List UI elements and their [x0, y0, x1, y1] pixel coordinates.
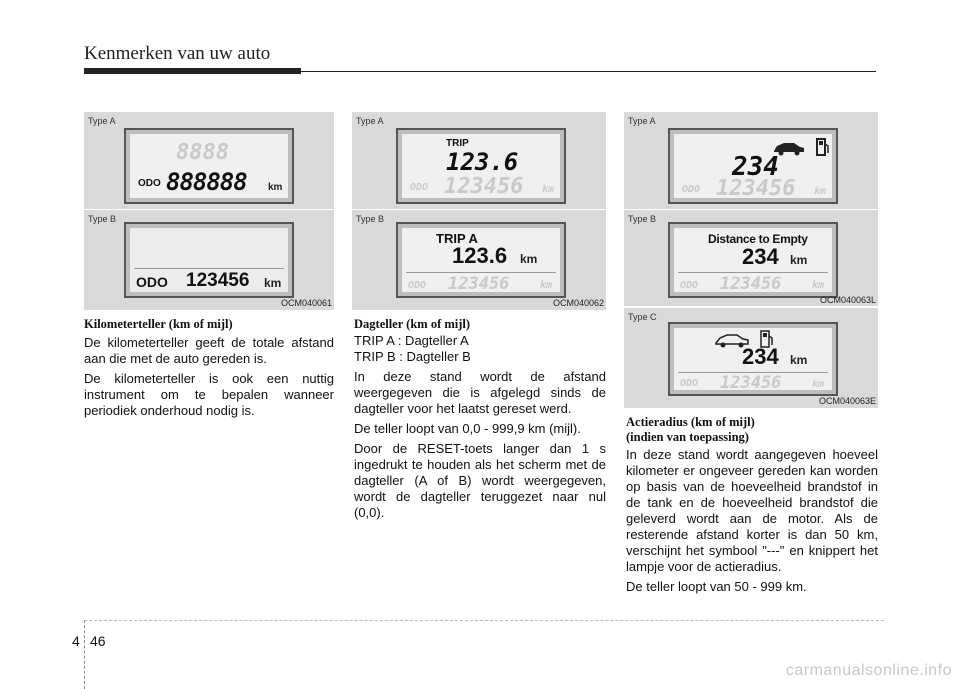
chapter-number: 4 — [72, 633, 80, 649]
lcd-ghost-unit: km — [814, 186, 827, 197]
lcd-ghost-unit: km — [540, 280, 553, 291]
type-b-label: Type B — [88, 214, 117, 224]
paragraph: De teller loopt van 0,0 - 999,9 km (mijl). — [354, 421, 581, 436]
lcd-ghost-odo-label: ODO — [682, 184, 701, 195]
lcd-ghost-odo-value: 123456 — [444, 174, 524, 198]
paragraph: Door de RESET-toets langer dan 1 s ingedrukt te houden als het scherm met de dagteller (A of B) wordt weergegeven, wordt de dagteller teruggezet naar nul (0,0). — [354, 441, 606, 520]
paragraph: De kilometerteller geeft de totale afstand aan die met de auto gereden is. — [84, 335, 334, 366]
paragraph: In deze stand wordt aangegeven hoeveel kilometer er ongeveer gereden kan worden op basis van de hoeveelheid brandstof in de tank en de hoeveelheid brandstof die geleverd wordt aan de motor. Als de resterende afstand korter is dan 50 km, verschijnt het symbool "---" en knippert het lampje voor de actieradius. — [626, 447, 878, 574]
lcd-odo-label: ODO — [136, 274, 168, 290]
lcd-ghost-odo-label: ODO — [410, 182, 429, 193]
section-heading-range: Actieradius (km of mijl) — [626, 415, 755, 429]
lcd-range-value: 234 — [732, 152, 779, 182]
lcd-trip-unit: km — [520, 252, 538, 266]
lcd-trip-value: 123.6 — [446, 148, 519, 176]
lcd-range-unit: km — [790, 253, 808, 267]
lcd-range-type-c — [668, 322, 838, 396]
figure-code: OCM040063E — [818, 396, 876, 406]
lcd-range-type-a — [668, 128, 838, 204]
lcd-ghost-odo-value: 123456 — [716, 176, 796, 198]
figure-tripmeter — [352, 112, 606, 310]
lcd-ghost-odo-label: ODO — [408, 280, 427, 291]
header-rule-thin — [301, 71, 876, 72]
page-header-title: Kenmerken van uw auto — [84, 43, 271, 64]
type-c-label: Type C — [628, 312, 657, 322]
figure-odometer — [84, 112, 334, 310]
paragraph: De kilometerteller is ook een nuttig instrument om te bepalen wanneer periodiek onderhoud nodig is. — [84, 371, 334, 418]
type-b-label: Type B — [356, 214, 385, 224]
lcd-range-value: 234 — [742, 344, 779, 369]
lcd-ghost-digits: 8888 — [176, 140, 229, 165]
lcd-ghost-unit: km — [812, 280, 825, 291]
fuel-pump-icon — [816, 138, 830, 156]
footer-divider — [84, 620, 884, 621]
section-subheading-range: (indien van toepassing) — [626, 430, 749, 444]
lcd-ghost-odo-value: 123456 — [720, 274, 782, 292]
lcd-ghost-odo-label: ODO — [680, 378, 699, 389]
lcd-ghost-odo-value: 123456 — [448, 274, 510, 292]
type-a-label: Type A — [628, 116, 656, 126]
lcd-odo-value: 888888 — [166, 168, 247, 196]
trip-line: TRIP B : Dagteller B — [354, 349, 471, 364]
type-a-label: Type A — [356, 116, 384, 126]
lcd-range-type-b — [668, 222, 838, 298]
header-rule-thick — [84, 68, 301, 74]
page-number: 46 — [90, 633, 106, 649]
figure-code: OCM040063L — [819, 295, 876, 305]
watermark: carmanualsonline.info — [785, 662, 952, 679]
lcd-odo-type-a — [124, 128, 294, 204]
lcd-trip-label: TRIP A — [436, 231, 478, 246]
paragraph: De teller loopt van 50 - 999 km. — [626, 579, 807, 594]
trip-line: TRIP A : Dagteller A — [354, 333, 469, 348]
lcd-odo-label: ODO — [138, 178, 161, 189]
figure-range-ab — [624, 112, 878, 306]
body-text-tripmeter — [354, 333, 606, 525]
lcd-ghost-odo-value: 123456 — [720, 373, 782, 390]
figure-code: OCM040062 — [552, 298, 604, 308]
lcd-odo-unit: km — [264, 276, 282, 290]
section-heading-odometer: Kilometerteller (km of mijl) — [84, 317, 233, 331]
paragraph: In deze stand wordt de afstand weergegeven die is afgelegd sinds de dagteller voor het laatst gereset werd. — [354, 369, 606, 416]
body-text-odometer — [84, 335, 334, 423]
lcd-trip-type-a — [396, 128, 566, 204]
footer-vertical-rule — [84, 620, 86, 689]
lcd-trip-type-b — [396, 222, 566, 298]
type-b-label: Type B — [628, 214, 657, 224]
lcd-trip-label: TRIP — [446, 138, 469, 149]
lcd-odo-type-b — [124, 222, 294, 298]
figure-code: OCM040061 — [280, 298, 332, 308]
figure-range-c — [624, 308, 878, 408]
lcd-range-unit: km — [790, 353, 808, 367]
lcd-ghost-odo-label: ODO — [680, 280, 699, 291]
lcd-ghost-unit: km — [542, 184, 555, 195]
lcd-range-value: 234 — [742, 244, 779, 269]
lcd-odo-unit: km — [268, 182, 283, 193]
lcd-range-label: Distance to Empty — [708, 232, 808, 246]
type-a-label: Type A — [88, 116, 116, 126]
body-text-range — [626, 447, 878, 599]
lcd-ghost-unit: km — [812, 379, 825, 390]
section-heading-tripmeter: Dagteller (km of mijl) — [354, 317, 471, 331]
lcd-odo-value: 123456 — [186, 270, 250, 291]
lcd-trip-value: 123.6 — [452, 243, 508, 268]
